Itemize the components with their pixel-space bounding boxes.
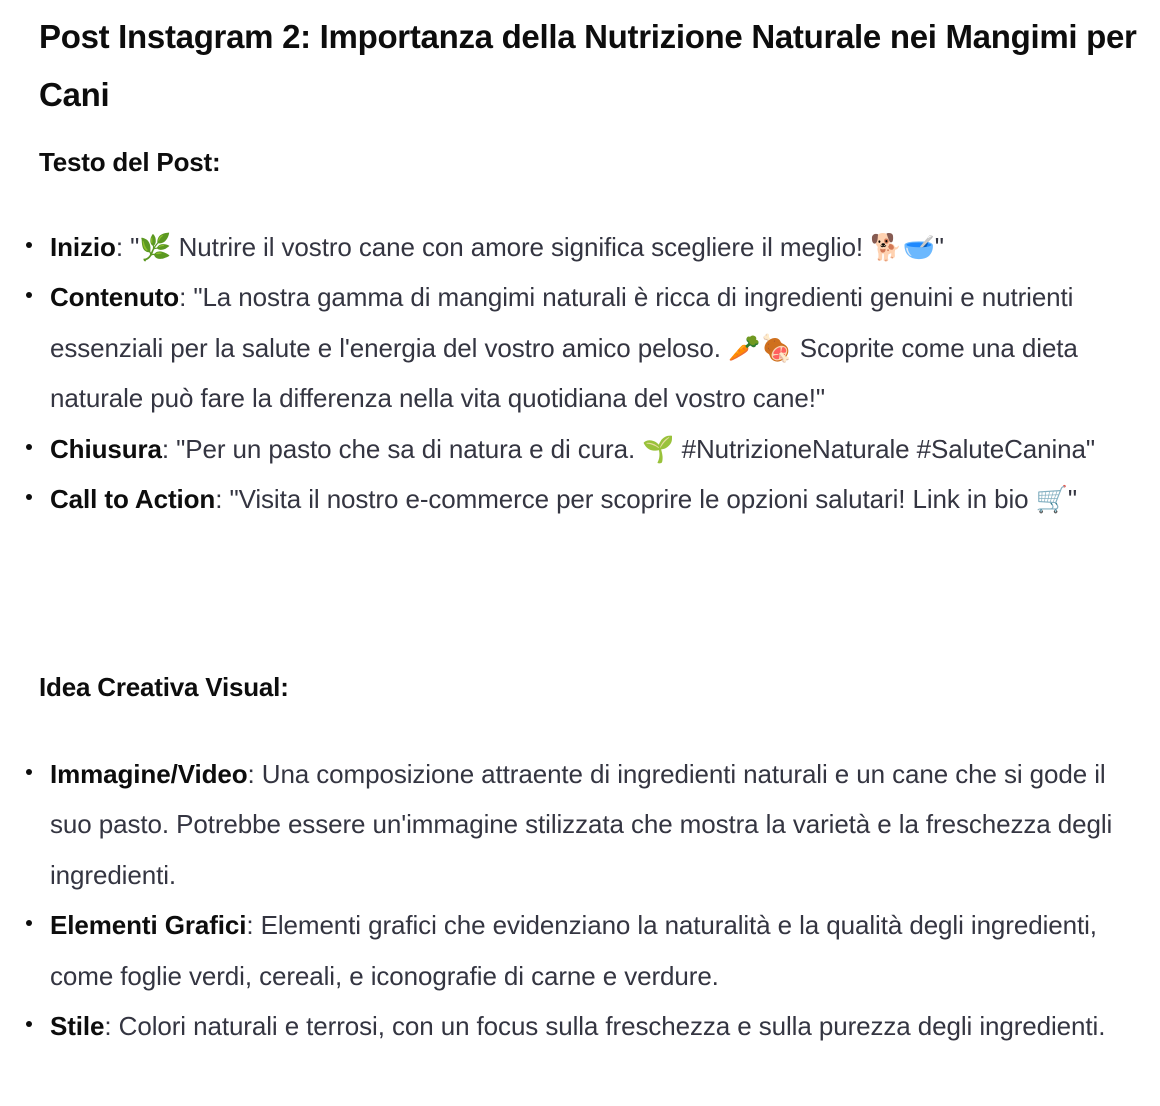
post-title: Post Instagram 2: Importanza della Nutrizione Naturale nei Mangimi per Cani (39, 18, 1137, 113)
item-separator: : (161, 433, 177, 464)
item-body: Una composizione attraente di ingredienti naturali e un cane che si gode il suo pasto. Potrebbe essere un'immagine stilizzata che mostra la varietà e la freschezza degli ingredienti. (50, 759, 1113, 890)
item-body: Elementi grafici che evidenziano la naturalità e la qualità degli ingredienti, come foglie verdi, cereali, e iconografie di carne e verdure. (50, 910, 1097, 991)
list-item-inizio (0, 222, 1150, 272)
list-item-immagine-video (0, 749, 1150, 900)
item-separator: : (215, 484, 230, 515)
bullet-dot (26, 242, 32, 248)
list-item-elementi-grafici (0, 900, 1150, 1001)
item-body: "La nostra gamma di mangimi naturali è ricca di ingredienti genuini e nutrienti essenziali per la salute e l'energia del vostro amico peloso. 🥕🍖 Scoprite come una dieta naturale può fare la differenza nella vita quotidiana del vostro cane!" (50, 282, 1078, 414)
item-term: Stile (50, 1011, 105, 1042)
bullet-dot (26, 769, 32, 775)
section-heading-visual-idea: Idea Creativa Visual: (39, 672, 289, 702)
item-term: Contenuto (50, 282, 180, 313)
item-separator: : (247, 759, 262, 789)
list-item-stile (0, 1001, 1150, 1051)
item-term: Immagine/Video (50, 759, 248, 789)
item-body: "Per un pasto che sa di natura e di cura. 🌱 #NutrizioneNaturale #SaluteCanina" (176, 433, 1096, 464)
bullet-dot (26, 1021, 32, 1027)
item-separator: : (104, 1011, 119, 1042)
post-text-list (0, 222, 1150, 524)
bullet-dot (26, 292, 32, 298)
visual-idea-list (0, 749, 1150, 1051)
item-term: Elementi Grafici (50, 910, 247, 941)
list-item-contenuto (0, 272, 1150, 423)
bullet-dot (26, 920, 32, 926)
item-term: Inizio (50, 232, 116, 262)
list-item-call-to-action (0, 474, 1150, 524)
item-body: Colori naturali e terrosi, con un focus sulla freschezza e sulla purezza degli ingredienti. (118, 1011, 1106, 1042)
item-separator: : (246, 910, 261, 941)
list-item-chiusura (0, 424, 1150, 474)
bullet-dot (26, 444, 32, 450)
item-separator: : (115, 232, 131, 262)
item-separator: : (179, 282, 194, 313)
section-heading-post-text: Testo del Post: (39, 147, 221, 177)
item-body: "🌿 Nutrire il vostro cane con amore significa scegliere il meglio! 🐕🥣" (130, 232, 944, 262)
item-term: Chiusura (50, 433, 162, 464)
item-term: Call to Action (50, 484, 216, 515)
item-body: "Visita il nostro e-commerce per scoprire le opzioni salutari! Link in bio 🛒" (229, 484, 1078, 515)
bullet-dot (26, 494, 32, 500)
